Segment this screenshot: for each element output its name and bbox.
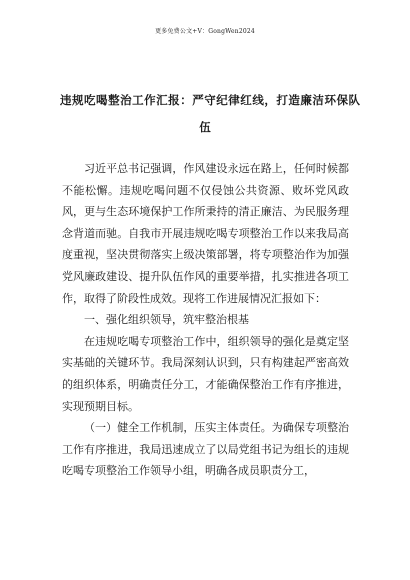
intro-paragraph: 习近平总书记强调，作风建设永远在路上，任何时候都不能松懈。违规吃喝问题不仅侵蚀公共资源、败坏党风政风，更与生态环境保护工作所秉持的清正廉洁、为民服务理念背道而驰。自我市开展违规吃喝专项整治工作以来我局高度重视，坚决贯彻落实上级决策部署，将专项整治作为加强党风廉政建设、提升队伍作风的重要举措，扎实推进各项工作，取得了阶段性成效。现将工作进展情况汇报如下： xyxy=(62,162,349,305)
document-title-line-2: 伍 xyxy=(199,120,211,134)
document-title-line-1: 违规吃喝整治工作汇报：严守纪律红线，打造廉洁环保队 xyxy=(60,93,360,107)
document-body xyxy=(62,158,349,482)
section-heading: 一、强化组织领导，筑牢整治根基 xyxy=(84,313,249,327)
header-note: 更多免费公文+V：GongWen2024 xyxy=(155,28,255,35)
section-paragraph: 在违规吃喝专项整治工作中，组织领导的强化是奠定坚实基础的关键环节。我局深刻认识到，只有构建起严密高效的组织体系，明确责任分工，才能确保整治工作有序推进，实现预期目标。 xyxy=(62,334,349,413)
subsection-paragraph: （一）健全工作机制，压实主体责任。为确保专项整治工作有序推进，我局迅速成立了以局党组书记为组长的违规吃喝专项整治工作领导小组，明确各成员职责分工， xyxy=(62,421,349,478)
